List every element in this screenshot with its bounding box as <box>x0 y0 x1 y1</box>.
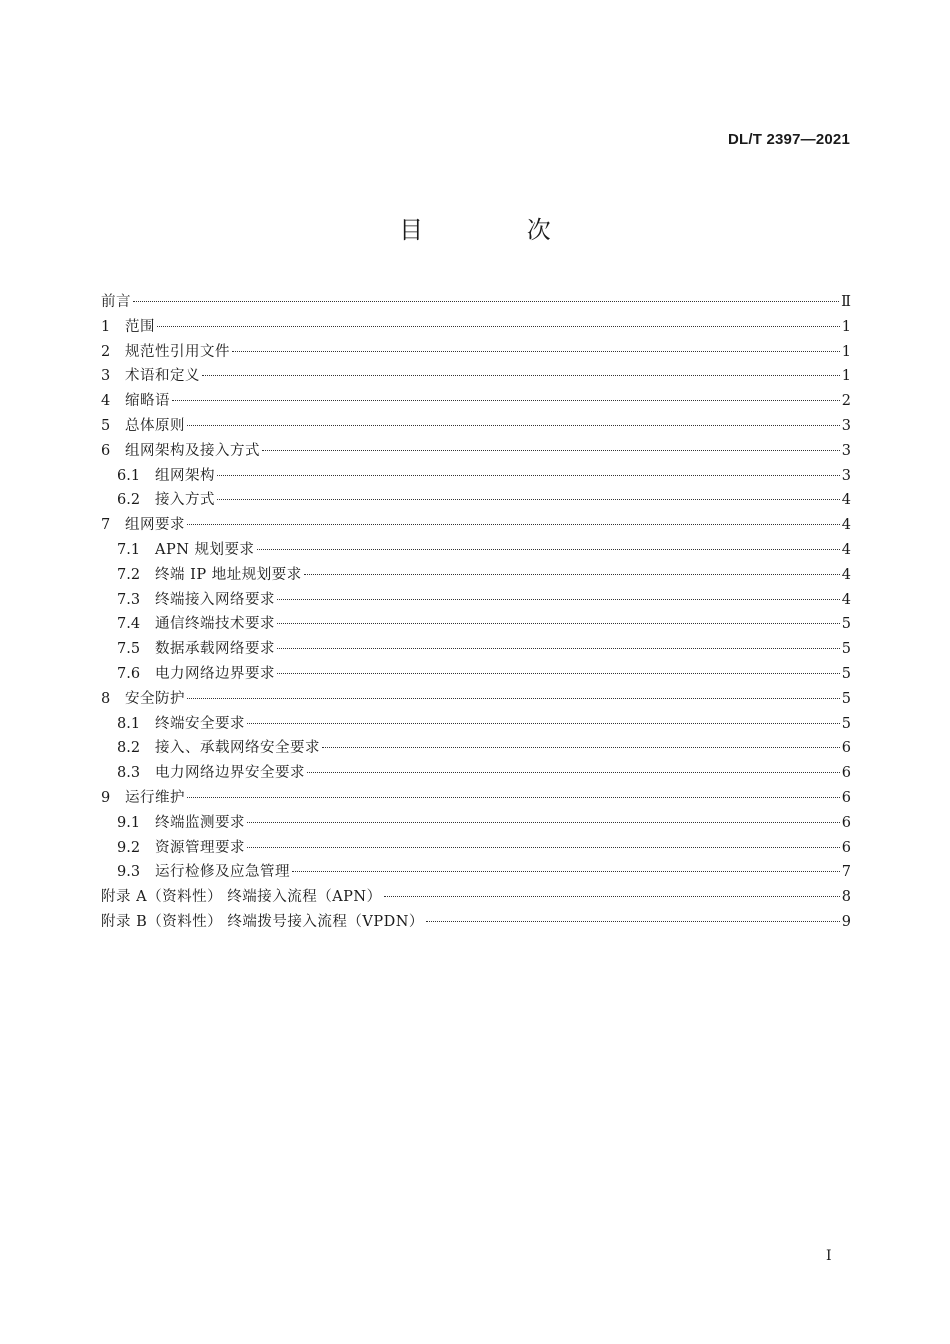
document-code: DL/T 2397—2021 <box>727 131 850 148</box>
toc-entry-page: 3 <box>841 467 851 484</box>
toc-entry[interactable] <box>101 637 851 662</box>
dot-leader <box>277 599 840 600</box>
toc-entry-number: 7.1 <box>117 541 141 558</box>
toc-entry-label: 附录 A（资料性） 终端接入流程（APN） <box>101 889 382 906</box>
dot-leader <box>217 499 840 500</box>
toc-entry-page: 4 <box>841 591 851 608</box>
toc-entry-number: 6 <box>101 442 111 459</box>
toc-entry[interactable] <box>101 290 851 315</box>
toc-entry[interactable] <box>101 389 851 414</box>
dot-leader <box>277 673 840 674</box>
dot-leader <box>292 871 840 872</box>
toc-entry[interactable] <box>101 513 851 538</box>
toc-entry[interactable] <box>101 687 851 712</box>
toc-entry-page: 4 <box>841 517 851 534</box>
toc-entry-number: 7.6 <box>117 665 141 682</box>
toc-entry-page: 6 <box>841 839 851 856</box>
toc-entry-page: 5 <box>841 690 851 707</box>
toc-entry-label: 附录 B（资料性） 终端拨号接入流程（VPDN） <box>101 913 424 930</box>
toc-entry[interactable] <box>101 464 851 489</box>
toc-entry[interactable] <box>101 860 851 885</box>
toc-entry[interactable] <box>101 786 851 811</box>
dot-leader <box>277 623 840 624</box>
toc-entry[interactable] <box>101 836 851 861</box>
dot-leader <box>307 772 840 773</box>
toc-entry-number: 8.1 <box>117 715 141 732</box>
toc-entry[interactable] <box>101 712 851 737</box>
dot-leader <box>187 797 840 798</box>
toc-entry[interactable] <box>101 488 851 513</box>
dot-leader <box>426 921 840 922</box>
toc-entry-number: 7.2 <box>117 566 141 583</box>
toc-entry-page: 6 <box>841 814 851 831</box>
toc-entry[interactable] <box>101 563 851 588</box>
dot-leader <box>247 847 840 848</box>
toc-entry-number: 9.3 <box>117 864 141 881</box>
dot-leader <box>322 747 840 748</box>
dot-leader <box>157 326 840 327</box>
dot-leader <box>304 574 840 575</box>
page-number: Ⅰ <box>826 1248 832 1264</box>
toc-entry-page: 1 <box>841 368 851 385</box>
toc-entry[interactable] <box>101 612 851 637</box>
toc-entry-number: 2 <box>101 343 111 360</box>
toc-entry-number: 8 <box>101 690 111 707</box>
toc-entry-page: 6 <box>841 765 851 782</box>
toc-entry[interactable] <box>101 910 851 935</box>
toc-entry-label: 接入、承载网络安全要求 <box>155 740 320 757</box>
toc-entry-page: 4 <box>841 492 851 509</box>
toc-entry-page: 7 <box>841 864 851 881</box>
dot-leader <box>187 524 840 525</box>
toc-entry-label: 电力网络边界要求 <box>155 665 275 682</box>
toc-entry-label: 安全防护 <box>125 690 185 707</box>
toc-entry-page: 5 <box>841 641 851 658</box>
toc-entry-page: Ⅱ <box>841 294 851 310</box>
toc-entry-number: 3 <box>101 368 111 385</box>
dot-leader <box>384 896 840 897</box>
toc-entry-label: 终端监测要求 <box>155 814 245 831</box>
dot-leader <box>187 425 840 426</box>
dot-leader <box>187 698 840 699</box>
dot-leader <box>133 301 839 302</box>
toc-entry[interactable] <box>101 885 851 910</box>
toc-entry[interactable] <box>101 414 851 439</box>
toc-entry-number: 5 <box>101 417 111 434</box>
toc-entry-label: 组网要求 <box>125 517 185 534</box>
toc-entry-page: 9 <box>841 913 851 930</box>
toc-entry-page: 1 <box>841 318 851 335</box>
toc-entry-number: 7 <box>101 517 111 534</box>
toc-entry-number: 7.5 <box>117 641 141 658</box>
toc-entry[interactable] <box>101 538 851 563</box>
toc-entry-label: 前言 <box>101 294 131 310</box>
toc-entry-label: 组网架构及接入方式 <box>125 442 260 459</box>
toc-entry[interactable] <box>101 364 851 389</box>
dot-leader <box>277 648 840 649</box>
toc-entry-number: 9.2 <box>117 839 141 856</box>
toc-entry-number: 6.2 <box>117 492 141 509</box>
toc-entry-label: 范围 <box>125 318 155 335</box>
toc-entry-number: 9.1 <box>117 814 141 831</box>
toc-entry-label: 运行检修及应急管理 <box>155 864 290 881</box>
toc-entry-label: APN 规划要求 <box>155 541 255 558</box>
toc-entry-number: 8.3 <box>117 765 141 782</box>
page-title: 目 次 <box>399 216 599 244</box>
toc-entry-label: 术语和定义 <box>125 368 200 385</box>
toc-entry-page: 5 <box>841 715 851 732</box>
dot-leader <box>232 351 840 352</box>
toc-entry[interactable] <box>101 736 851 761</box>
dot-leader <box>202 375 840 376</box>
toc-entry-number: 7.4 <box>117 616 141 633</box>
toc-entry[interactable] <box>101 811 851 836</box>
toc-entry-page: 5 <box>841 665 851 682</box>
toc-entry-page: 4 <box>841 566 851 583</box>
dot-leader <box>172 400 840 401</box>
dot-leader <box>247 723 840 724</box>
toc-entry-number: 4 <box>101 393 111 410</box>
toc-entry-label: 通信终端技术要求 <box>155 616 275 633</box>
table-of-contents <box>101 290 851 935</box>
dot-leader <box>262 450 840 451</box>
dot-leader <box>257 549 840 550</box>
toc-entry-page: 5 <box>841 616 851 633</box>
toc-entry-label: 资源管理要求 <box>155 839 245 856</box>
toc-entry-label: 运行维护 <box>125 789 185 806</box>
toc-entry[interactable] <box>101 662 851 687</box>
toc-entry-number: 7.3 <box>117 591 141 608</box>
toc-entry[interactable] <box>101 588 851 613</box>
toc-entry-label: 终端接入网络要求 <box>155 591 275 608</box>
toc-entry[interactable] <box>101 315 851 340</box>
toc-entry-label: 组网架构 <box>155 467 215 484</box>
toc-entry-label: 终端安全要求 <box>155 715 245 732</box>
toc-entry[interactable] <box>101 761 851 786</box>
toc-entry-page: 8 <box>841 889 851 906</box>
toc-entry-page: 6 <box>841 740 851 757</box>
toc-entry-page: 6 <box>841 789 851 806</box>
toc-entry-page: 3 <box>841 442 851 459</box>
toc-entry-number: 6.1 <box>117 467 141 484</box>
toc-entry-number: 9 <box>101 789 111 806</box>
toc-entry-label: 总体原则 <box>125 417 185 434</box>
toc-entry-label: 数据承载网络要求 <box>155 641 275 658</box>
toc-entry-label: 缩略语 <box>125 393 170 410</box>
toc-entry-page: 1 <box>841 343 851 360</box>
toc-entry[interactable] <box>101 340 851 365</box>
dot-leader <box>217 475 840 476</box>
toc-entry-label: 终端 IP 地址规划要求 <box>155 566 302 583</box>
toc-entry-number: 1 <box>101 318 111 335</box>
toc-entry-label: 规范性引用文件 <box>125 343 230 360</box>
toc-entry-number: 8.2 <box>117 740 141 757</box>
toc-entry-page: 4 <box>841 541 851 558</box>
toc-entry-page: 3 <box>841 417 851 434</box>
toc-entry-label: 接入方式 <box>155 492 215 509</box>
toc-entry-page: 2 <box>841 393 851 410</box>
toc-entry[interactable] <box>101 439 851 464</box>
dot-leader <box>247 822 840 823</box>
toc-entry-label: 电力网络边界安全要求 <box>155 765 305 782</box>
